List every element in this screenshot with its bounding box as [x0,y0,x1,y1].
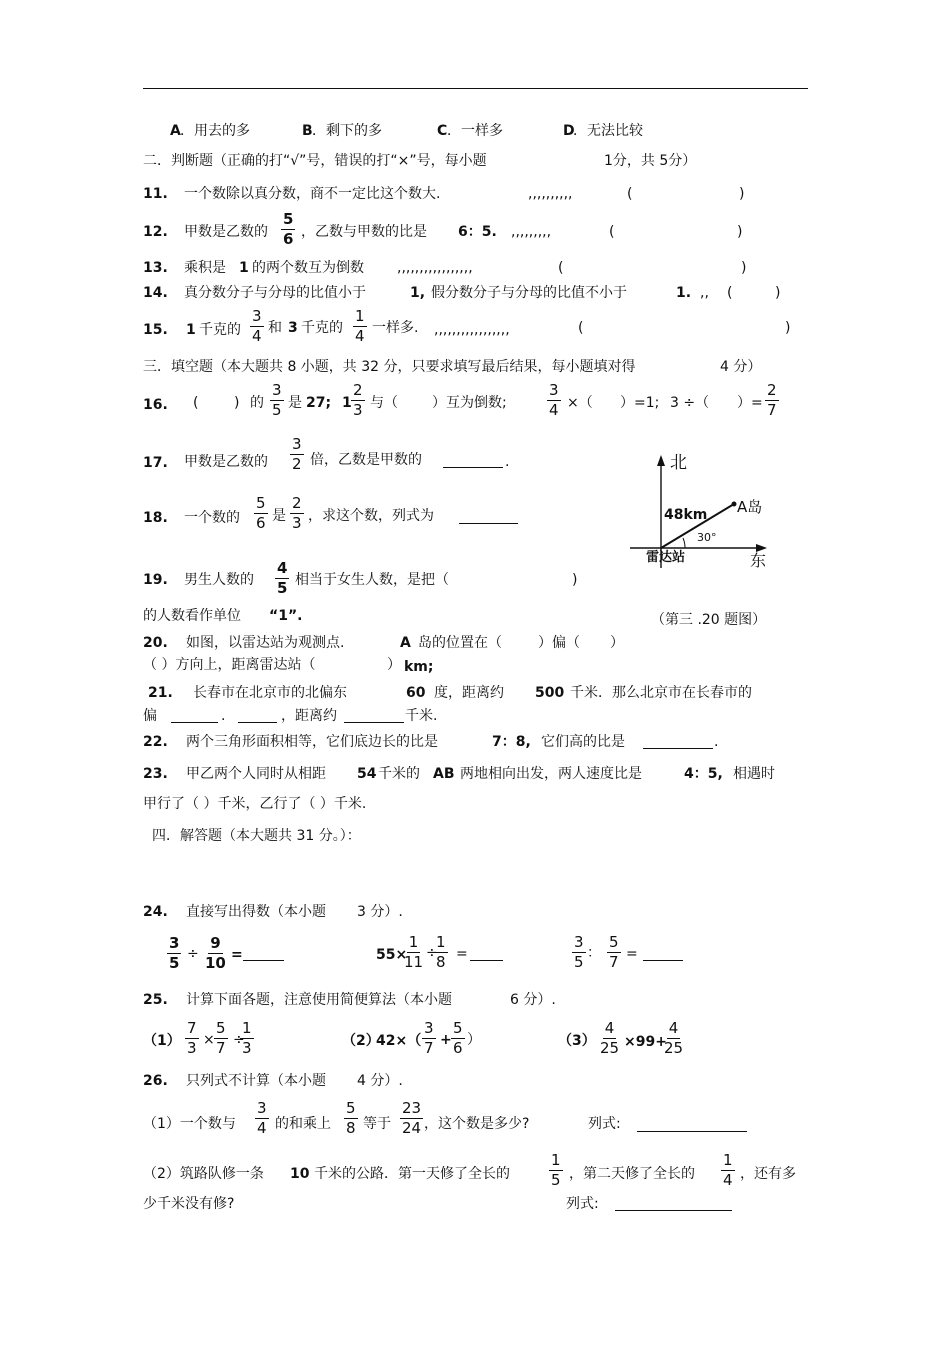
text-q15-dots: ,,,,,,,,,,,,,,,,, [434,322,510,338]
answer-blank[interactable] [459,523,518,524]
fraction [290,496,304,531]
text-q13-a: 乘积是 [184,260,226,276]
answer-blank[interactable] [243,960,284,961]
text-q25-p2a: 42×（ [376,1033,422,1049]
text-options-c_letter: C [437,123,448,139]
section-4-title: 四．解答题（本大题共 31 分。）： [152,828,361,844]
answer-blank[interactable] [643,960,683,961]
fraction [290,437,304,472]
text-q20-d: ） [610,635,624,651]
numerator: 3 [169,934,180,952]
numerator: 23 [402,1099,422,1117]
text-q15-he: 和 [268,320,282,336]
denominator: 25 [664,1039,684,1057]
text-q11-rp: ) [739,186,745,202]
section-3-title: 三．填空题（本大题共 8 小题，共 32 分，只要求填写最后结果，每小题填对得 [143,359,636,375]
text-q19-unit: “1”. [269,608,303,624]
fraction [254,496,268,531]
text-q19-rp: ) [572,572,578,588]
text-q23-ratio: 4：5, [684,766,723,782]
answer-blank[interactable] [643,748,713,749]
denominator: 6 [453,1039,463,1057]
text-q16-p1: ( [193,395,199,411]
text-options-a_letter: A [170,123,181,139]
text-options-c_text: ．一样多 [447,123,503,139]
fraction [434,935,448,970]
numerator: 5 [609,933,619,951]
text-q16-de: 的 [250,395,264,411]
text-q25-a: 计算下面各题，注意使用简便算法（本小题 [186,992,452,1008]
text-q12-ratio: 6：5. [458,224,497,240]
denominator: 3 [292,514,302,532]
denominator: 11 [404,953,424,971]
denominator: 3 [242,1039,252,1057]
text-options-d_text: ．无法比较 [573,123,643,139]
numerator: 1 [408,933,419,951]
text-q25-plus: + [440,1032,452,1048]
text-q18-a: 一个数的 [184,510,240,526]
text-q25-p2: （2） [342,1033,380,1049]
text-q21-c: 千米．那么北京市在长春市的 [570,685,752,701]
answer-blank[interactable] [238,722,277,723]
fraction [598,1021,621,1056]
text-q16-three: 3 ÷（ [670,395,710,411]
text-q26-num: 26. [143,1073,168,1089]
text-q12-b: ，乙数与甲数的比是 [301,224,427,240]
text-q26-lieshi2: 列式: [566,1196,599,1212]
section-2-title: 二．判断题（正确的打“√”号，错误的打“×”号，每小题 [143,153,487,169]
numerator: 4 [604,1019,615,1037]
text-q20-c: ）偏（ [538,635,580,651]
text-q17-a: 甲数是乙数的 [184,454,268,470]
text-q22-num: 22. [143,734,168,750]
answer-blank[interactable] [344,722,404,723]
text-q14-b: 假分数分子与分母的比值不小于 [431,285,627,301]
text-q13-dots: ,,,,,,,,,,,,,,,,, [397,260,473,276]
section-3-score: 4 分） [720,359,762,375]
text-q24-score: 3 分）. [357,904,403,920]
text-q20-num: 20. [143,635,168,651]
text-q12-lp: ( [609,224,615,240]
numerator: 5 [216,1019,226,1037]
text-q25-p1div: ÷ [233,1032,245,1048]
text-q12-a: 甲数是乙数的 [184,224,268,240]
text-q11-lp: ( [627,186,633,202]
denominator: 7 [767,401,777,419]
numerator: 1 [436,933,446,951]
text-q16-p3: ）互为倒数; [432,395,507,411]
text-q23-num: 23. [143,766,168,782]
text-q15-lp: ( [578,320,584,336]
fraction [351,383,365,418]
fraction [240,1021,254,1056]
text-q19-num: 19. [143,572,168,588]
text-q15-one: 1 [186,322,196,338]
text-q26-s2a: （2）筑路队修一条 [143,1166,264,1182]
fraction [167,936,181,971]
text-figure-angle: 30° [697,531,717,544]
numerator: 7 [187,1019,197,1037]
fraction [765,383,779,418]
text-q19-b: 相当于女生人数，是把（ [295,572,449,588]
denominator: 7 [609,953,619,971]
numerator: 9 [210,934,221,952]
numerator: 2 [292,494,302,512]
fraction [422,1021,436,1056]
fraction [547,383,561,418]
denominator: 4 [355,327,365,345]
text-q22-ratio: 7：8, [492,734,531,750]
denominator: 4 [252,327,262,345]
numerator: 5 [256,494,266,512]
text-q24-e2div: ÷ [426,945,438,961]
numerator: 3 [574,933,584,951]
numerator: 1 [355,307,365,325]
fraction [214,1021,228,1056]
text-q13-b: 的两个数互为倒数 [252,260,364,276]
text-q24-a: 直接写出得数（本小题 [186,904,326,920]
denominator: 3 [353,401,363,419]
text-q14-num: 14. [143,285,168,301]
header-rule [143,88,808,89]
numerator: 1 [551,1151,561,1169]
text-q26-s1a: （1）一个数与 [143,1116,236,1132]
text-q21-num: 21. [148,685,173,701]
text-q26-s1d: ，这个数是多少? [424,1116,530,1132]
denominator: 8 [436,953,446,971]
text-q20-km: km; [404,659,434,675]
text-q24-num: 24. [143,904,168,920]
text-q25-p3: （3） [558,1033,596,1049]
text-q21-dist: 500 [535,685,565,701]
numerator: 4 [668,1019,679,1037]
denominator: 7 [424,1039,434,1057]
text-q12-rp: ) [737,224,743,240]
text-q13-one: 1 [239,260,249,276]
text-q26-score: 4 分）. [357,1073,403,1089]
text-q14-a: 真分数分子与分母的比值小于 [184,285,366,301]
denominator: 4 [257,1119,267,1137]
fraction [451,1021,465,1056]
denominator: 10 [205,954,226,972]
fraction [353,309,367,344]
text-q20-a: 如图，以雷达站为观测点. [186,635,345,651]
denominator: 5 [551,1171,561,1189]
text-q26-s1b: 的和乘上 [275,1116,331,1132]
text-q16-times: ×（ [567,395,593,411]
text-q16-num: 16. [143,397,168,413]
numerator: 3 [424,1019,434,1037]
text-q26-lieshi1: 列式: [588,1116,621,1132]
text-q11-num: 11. [143,186,168,202]
text-q15-a: 千克的 [199,322,241,338]
numerator: 3 [549,381,559,399]
numerator: 2 [767,381,777,399]
denominator: 3 [187,1039,197,1057]
text-q21-a: 长春市在北京市的北偏东 [193,685,347,701]
text-figure-dist: 48km [664,507,708,523]
text-q22-b: 它们高的比是 [541,734,625,750]
text-q16-shi: 是 [288,395,302,411]
text-figure-place: A岛 [737,498,763,516]
text-q26-s2c: ，第二天修了全长的 [569,1166,695,1182]
text-q18-num: 18. [143,510,168,526]
numerator: 3 [272,381,282,399]
text-q25-p2b: ） [467,1032,481,1048]
text-q15-num: 15. [143,322,168,338]
text-q25-score: 6 分）. [510,992,556,1008]
fraction [662,1021,685,1056]
text-figure-caption: （第三 .20 题图） [651,612,767,628]
text-q23-line2: 甲行了（ ）千米，乙行了（ ）千米. [143,796,367,812]
text-q20-line2b: ） [387,657,401,673]
fraction [572,935,586,970]
text-q26-a: 只列式不计算（本小题 [186,1073,326,1089]
text-q21-dot1: . [221,708,226,724]
text-q12-dots: ,,,,,,,,, [511,224,552,240]
text-q25-num: 25. [143,992,168,1008]
text-q20-A: A [400,635,411,651]
fraction [344,1101,358,1136]
denominator: 5 [277,579,288,597]
numerator: 5 [283,210,294,228]
numerator: 5 [453,1019,463,1037]
text-figure-station: 雷达站 [646,550,686,565]
answer-blank[interactable] [443,467,503,468]
numerator: 4 [277,559,288,577]
text-q11-text: 一个数除以真分数，商不一定比这个数大. [184,186,441,202]
text-figure-east: 东 [750,551,767,570]
denominator: 4 [723,1171,733,1189]
denominator: 6 [256,514,266,532]
fraction [281,212,295,247]
text-q18-shi: 是 [272,508,286,524]
text-q14-one1: 1, [410,285,426,301]
text-q13-lp: ( [558,260,564,276]
fraction [400,1101,423,1136]
text-q18-b: ，求这个数，列式为 [308,508,434,524]
text-options-a_text: ．用去的多 [180,123,250,139]
fraction [203,936,228,971]
text-q21-line2a: 偏 [143,708,157,724]
denominator: 5 [272,401,282,419]
text-options-b_letter: B [302,123,313,139]
fraction [185,1021,199,1056]
text-options-d_letter: D [563,123,575,139]
text-q24-colon: ： [587,945,601,961]
denominator: 5 [574,953,584,971]
text-q24-e2a: 55× [376,947,408,963]
text-q16-whole: 1 [342,395,352,411]
fraction [549,1153,563,1188]
text-q14-lp: ( [727,285,733,301]
text-q25-p3x: ×99+ [624,1034,667,1050]
fraction [607,935,621,970]
text-q22-end: . [714,734,719,750]
text-q14-one2: 1. [676,285,692,301]
text-q24-e2eq: = [456,946,468,962]
fraction [275,561,289,596]
text-q17-num: 17. [143,455,168,471]
text-q19-line2: 的人数看作单位 [143,608,241,624]
text-q26-s2b: 千米的公路．第一天修了全长的 [314,1166,510,1182]
text-q20-line2a: （ ）方向上，距离雷达站（ [143,657,316,673]
text-q23-c: 两地相向出发，两人速度比是 [460,766,642,782]
section-2-score: 1分，共 5分） [604,153,697,169]
text-q14-rp: ) [775,285,781,301]
text-q25-p1: （1） [143,1033,181,1049]
text-q15-b: 千克的 [301,320,343,336]
text-q15-three: 3 [288,320,298,336]
text-q11-dots: ,,,,,,,,,, [528,186,573,202]
text-q26-s2d: ，还有多 [740,1166,796,1182]
denominator: 4 [549,401,559,419]
numerator: 3 [257,1099,267,1117]
denominator: 6 [283,230,294,248]
text-q17-end: . [505,454,510,470]
denominator: 7 [216,1039,226,1057]
answer-blank[interactable] [171,722,218,723]
text-q15-rp: ) [785,320,791,336]
numerator: 1 [723,1151,733,1169]
text-q13-rp: ) [741,260,747,276]
text-q22-a: 两个三角形面积相等，它们底边长的比是 [186,734,438,750]
text-figure-north: 北 [670,453,687,473]
text-q16-p2: ) [234,395,240,411]
text-q24-eq: = [231,947,243,963]
text-q24-e3eq: = [626,946,638,962]
denominator: 24 [402,1119,422,1137]
text-q16-yu: 与（ [370,395,398,411]
fraction [270,383,284,418]
text-q16-eq2: ）= [737,395,763,411]
fraction [721,1153,735,1188]
text-q20-b: 岛的位置在（ [418,635,502,651]
text-q23-d54: 54 [357,766,377,782]
text-q24-div: ÷ [187,946,199,962]
answer-blank[interactable] [470,960,503,961]
text-q23-d: 相遇时 [733,766,775,782]
numerator: 5 [346,1099,356,1117]
text-q19-a: 男生人数的 [184,572,254,588]
numerator: 3 [252,307,262,325]
text-q14-dots: ,, [700,285,709,301]
denominator: 5 [169,954,180,972]
text-q23-ab: AB [433,766,455,782]
text-options-b_text: ．剩下的多 [312,123,382,139]
numerator: 2 [353,381,363,399]
text-q21-b: 度，距离约 [434,685,504,701]
denominator: 25 [600,1039,620,1057]
numerator: 3 [292,435,302,453]
text-q16-v27: 27; [306,395,332,411]
text-q21-unit: 千米. [405,708,438,724]
text-q17-b: 倍，乙数是甲数的 [310,452,422,468]
denominator: 8 [346,1119,356,1137]
text-q12-num: 12. [143,224,168,240]
text-q26-s2line2: 少千米没有修? [143,1196,235,1212]
text-q21-deg: 60 [406,685,426,701]
text-q15-c: 一样多. [372,320,419,336]
fraction [402,935,425,970]
text-q26-s2ten: 10 [290,1166,310,1182]
fraction [250,309,264,344]
fraction [255,1101,269,1136]
text-q23-a: 甲乙两个人同时从相距 [186,766,326,782]
text-q16-eq1: ）=1; [620,395,660,411]
text-q21-comma: ，距离约 [281,708,337,724]
denominator: 2 [292,455,302,473]
text-q25-p1x: × [203,1032,215,1048]
answer-blank[interactable] [637,1131,747,1132]
answer-blank[interactable] [615,1210,732,1211]
text-q23-b: 千米的 [378,766,420,782]
text-q13-num: 13. [143,260,168,276]
numerator: 1 [242,1019,252,1037]
text-q26-s1c: 等于 [363,1116,391,1132]
